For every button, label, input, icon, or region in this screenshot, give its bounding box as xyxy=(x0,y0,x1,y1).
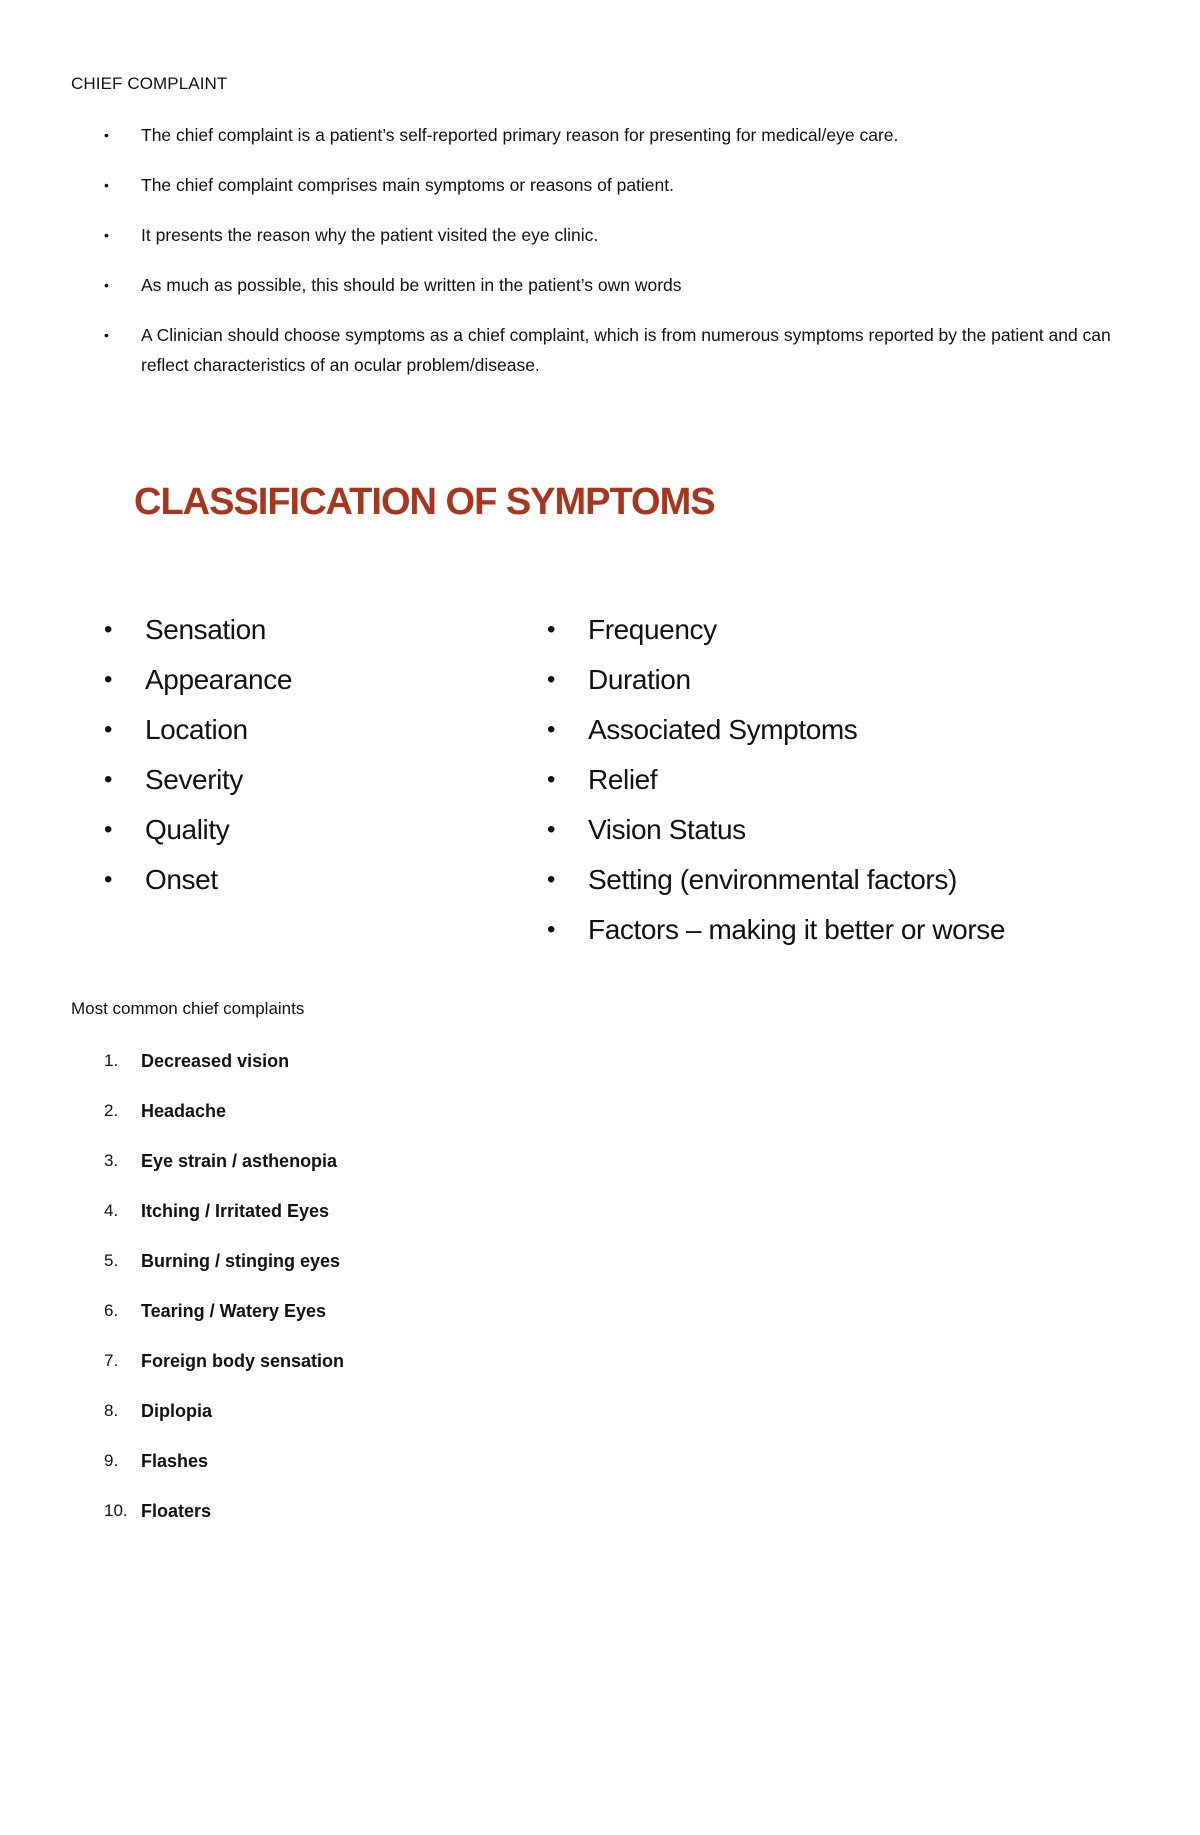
symptom-label: Associated Symptoms xyxy=(588,714,858,745)
list-item-text: It presents the reason why the patient visited the eye clinic. xyxy=(141,225,599,245)
symptom-item xyxy=(104,605,292,655)
list-item-text: Foreign body sensation xyxy=(141,1351,345,1371)
list-item-text: Headache xyxy=(141,1101,227,1121)
symptom-item xyxy=(104,755,292,805)
list-number: 1. xyxy=(104,1051,119,1070)
symptoms-left-column xyxy=(104,605,292,905)
list-item-text: As much as possible, this should be written in the patient’s own words xyxy=(141,275,682,295)
list-item xyxy=(104,1146,344,1176)
symptom-item xyxy=(547,805,1005,855)
symptom-item xyxy=(547,605,1005,655)
chief-complaint-heading: CHIEF COMPLAINT xyxy=(71,74,228,93)
bullet-icon: • xyxy=(104,277,109,293)
list-item xyxy=(104,270,1114,300)
list-item xyxy=(104,1446,344,1476)
list-item-text: Flashes xyxy=(141,1451,209,1471)
symptom-item xyxy=(547,755,1005,805)
list-item xyxy=(104,1396,344,1426)
list-item xyxy=(104,120,1114,150)
list-item-text: Burning / stinging eyes xyxy=(141,1251,341,1271)
bullet-icon: • xyxy=(104,127,109,143)
list-item-text: Eye strain / asthenopia xyxy=(141,1151,338,1171)
list-item xyxy=(104,1296,344,1326)
symptom-item xyxy=(104,705,292,755)
symptom-label: Onset xyxy=(145,864,218,895)
list-number: 10. xyxy=(104,1501,128,1520)
list-item-text: The chief complaint comprises main symptoms or reasons of patient. xyxy=(141,175,674,195)
list-number: 4. xyxy=(104,1201,119,1220)
list-item xyxy=(104,1046,344,1076)
list-item xyxy=(104,170,1114,200)
bullet-icon: • xyxy=(104,816,113,843)
symptom-item xyxy=(547,905,1005,955)
bullet-icon: • xyxy=(547,766,556,793)
list-item-text: The chief complaint is a patient’s self-reported primary reason for presenting for medical/eye care. xyxy=(141,125,899,145)
list-item-text: Tearing / Watery Eyes xyxy=(141,1301,327,1321)
bullet-icon: • xyxy=(104,616,113,643)
list-item xyxy=(104,1246,344,1276)
list-item-text: A Clinician should choose symptoms as a chief complaint, which is from numerous symptoms reported by the patient and can reflect characteristics of an ocular problem/disease. xyxy=(141,325,1111,375)
classification-title: CLASSIFICATION OF SYMPTOMS xyxy=(134,481,715,523)
list-number: 6. xyxy=(104,1301,119,1320)
symptom-item xyxy=(547,705,1005,755)
list-item-text: Itching / Irritated Eyes xyxy=(141,1201,330,1221)
list-item xyxy=(104,1196,344,1226)
list-number: 8. xyxy=(104,1401,119,1420)
list-number: 9. xyxy=(104,1451,119,1470)
bullet-icon: • xyxy=(104,327,109,343)
bullet-icon: • xyxy=(104,227,109,243)
symptom-item xyxy=(104,655,292,705)
symptoms-right-column xyxy=(547,605,1005,955)
symptom-label: Sensation xyxy=(145,614,266,645)
symptom-label: Factors – making it better or worse xyxy=(588,914,1006,945)
symptom-item xyxy=(104,855,292,905)
bullet-icon: • xyxy=(547,716,556,743)
list-item-text: Floaters xyxy=(141,1501,212,1521)
bullet-icon: • xyxy=(104,177,109,193)
list-number: 2. xyxy=(104,1101,119,1120)
symptom-label: Frequency xyxy=(588,614,717,645)
symptom-item xyxy=(547,855,1005,905)
bullet-icon: • xyxy=(104,666,113,693)
bullet-icon: • xyxy=(104,766,113,793)
list-item-text: Diplopia xyxy=(141,1401,212,1421)
bullet-icon: • xyxy=(547,616,556,643)
chief-complaint-list xyxy=(104,120,1114,400)
symptom-label: Severity xyxy=(145,764,243,795)
bullet-icon: • xyxy=(104,716,113,743)
symptom-label: Duration xyxy=(588,664,691,695)
symptom-label: Vision Status xyxy=(588,814,746,845)
symptom-item xyxy=(547,655,1005,705)
most-common-heading: Most common chief complaints xyxy=(71,999,305,1018)
symptom-label: Quality xyxy=(145,814,230,845)
list-number: 7. xyxy=(104,1351,119,1370)
list-item xyxy=(104,1496,344,1526)
list-item-text: Decreased vision xyxy=(141,1051,290,1071)
list-number: 3. xyxy=(104,1151,119,1170)
bullet-icon: • xyxy=(547,666,556,693)
symptom-label: Setting (environmental factors) xyxy=(588,864,957,895)
most-common-list xyxy=(104,1046,344,1546)
bullet-icon: • xyxy=(547,916,556,943)
bullet-icon: • xyxy=(547,816,556,843)
list-item xyxy=(104,1096,344,1126)
list-item xyxy=(104,220,1114,250)
list-number: 5. xyxy=(104,1251,119,1270)
list-item xyxy=(104,320,1114,380)
symptom-item xyxy=(104,805,292,855)
bullet-icon: • xyxy=(104,866,113,893)
symptom-label: Relief xyxy=(588,764,658,795)
bullet-icon: • xyxy=(547,866,556,893)
list-item xyxy=(104,1346,344,1376)
symptom-label: Appearance xyxy=(145,664,293,695)
symptom-label: Location xyxy=(145,714,248,745)
